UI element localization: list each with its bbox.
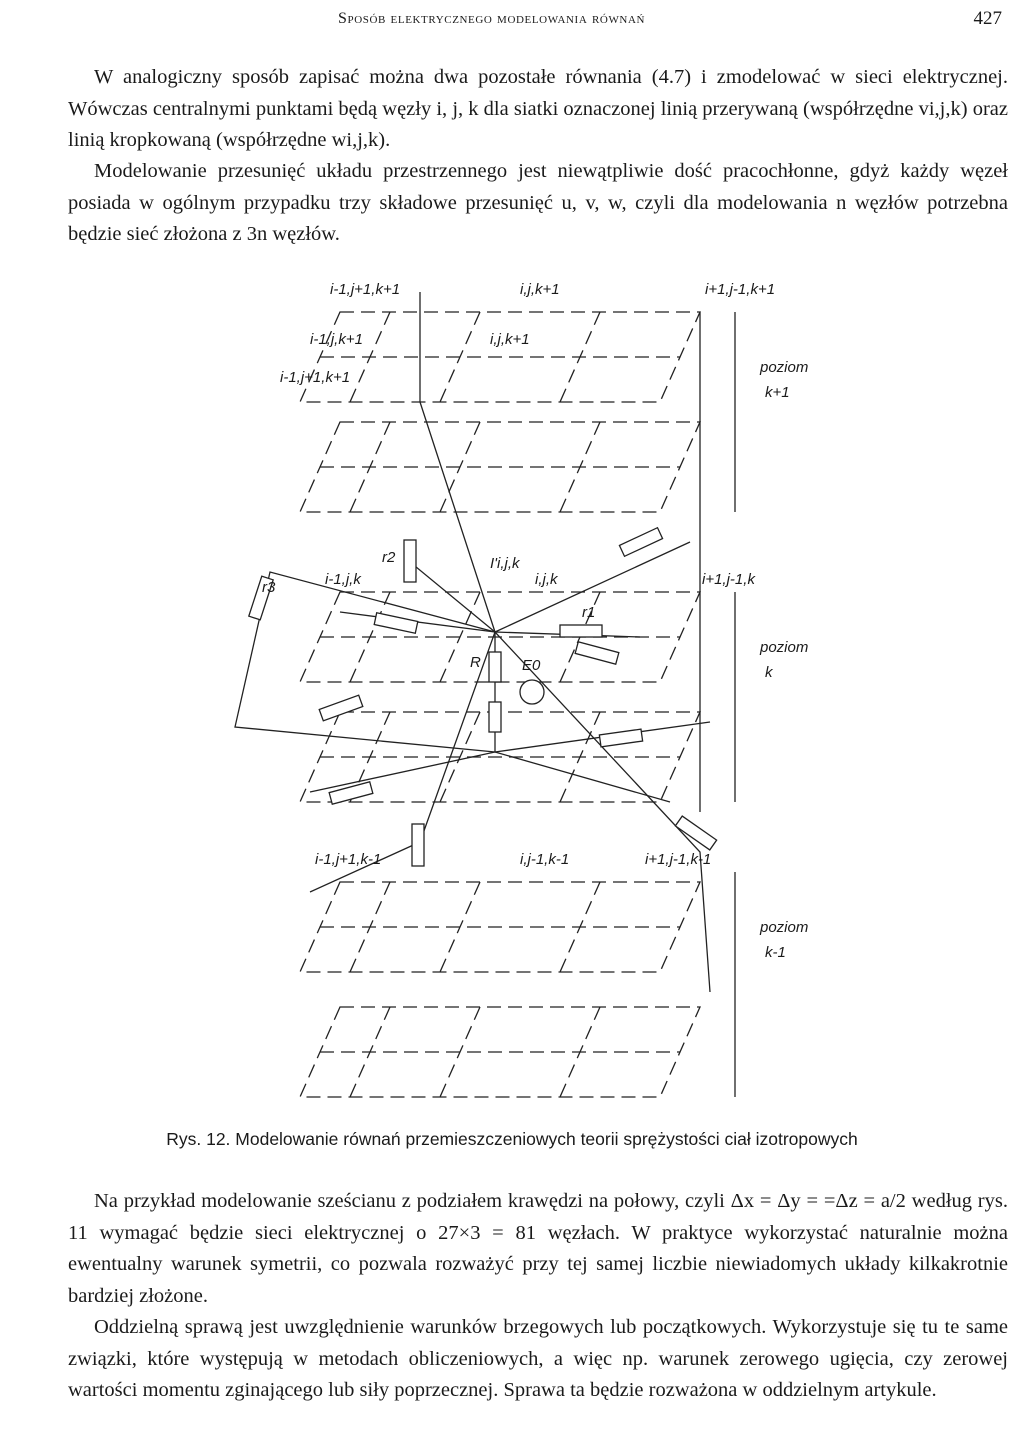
label-bot-right: i+1,j-1,k-1 (645, 851, 712, 868)
level-word-k-minus-1: poziom (760, 919, 809, 936)
circuit-diagram (220, 272, 860, 1122)
label-top-right: i+1,j-1,k+1 (705, 281, 776, 298)
label-r3: r3 (262, 579, 276, 596)
level-word-k-plus-1: poziom (760, 359, 809, 376)
label-bot-left: i-1,j+1,k-1 (315, 851, 382, 868)
page-number: 427 (973, 8, 1002, 29)
label-mid-right: i+1,j-1,k (702, 571, 755, 588)
running-title: Sposób elektrycznego modelowania równań (338, 10, 646, 27)
label-R: R (470, 654, 481, 671)
level-index-k: k (765, 664, 773, 681)
level-index-k-minus-1: k-1 (765, 944, 786, 961)
label-top-b: i,j,k+1 (490, 331, 530, 348)
paragraph-intro: W analogiczny sposób zapisać można dwa pozostałe równania (4.7) i zmodelować w sieci elektrycznej. Wówczas centralnymi punktami będą węzły i, j, k dla siatki oznaczonej linią przerywaną (współrzędne vi,j,k) oraz linią kropkowaną (współrzędne wi,j,k). (68, 66, 1008, 151)
label-E0: E0 (522, 657, 541, 674)
label-bot-mid: i,j-1,k-1 (520, 851, 570, 868)
label-mid-current: I'i,j,k (490, 555, 520, 572)
paragraph-modelling: Modelowanie przesunięć układu przestrzennego jest niewątpliwie dość pracochłonne, gdyż każdy węzeł posiada w ogólnym przypadku trzy składowe przesunięć u, v, w, czyli dla modelowania n węzłów potrzebna będzie sieć złożona z 3n węzłów. (68, 160, 1008, 245)
resistors (249, 528, 717, 866)
page-header (0, 6, 1024, 36)
label-top-a: i-1,j,k+1 (310, 331, 363, 348)
label-mid-center: i,j,k (535, 571, 558, 588)
paragraph-boundary: Oddzielną sprawą jest uwzględnienie warunków brzegowych lub początkowych. Wykorzystuje się tu te same związki, które występują w metodach obliczeniowych, a więc np. warunek zerowego ugięcia, czy zerowej wartości momentu zginającego lub siły poprzecznej. Sprawa ta będzie rozważona w oddzielnym artykule. (68, 1316, 1008, 1401)
label-mid-left: i-1,j,k (325, 571, 361, 588)
label-r2: r2 (382, 549, 396, 566)
label-top-mid: i,j,k+1 (520, 281, 560, 298)
paragraph-example: Na przykład modelowanie sześcianu z podziałem krawędzi na połowy, czyli Δx = Δy = =Δz = a/2 według rys. 11 wymagać będzie sieci elektrycznej o 27×3 = 81 węzłach. W praktyce wykorzystać naturalnie można ewentualny warunek symetrii, co pozwala rozważyć przy tej samej liczbie niewiadomych układy kilkakrotnie bardziej złożone. (68, 1190, 1008, 1307)
label-r1: r1 (582, 604, 596, 621)
level-word-k: poziom (760, 639, 809, 656)
level-index-k-plus-1: k+1 (765, 384, 790, 401)
grid-level-k-minus-1 (300, 882, 700, 1097)
figure-caption: Rys. 12. Modelowanie równań przemieszczeniowych teorii sprężystości ciał izotropowych (166, 1129, 858, 1149)
label-top-left: i-1,j+1,k+1 (330, 281, 401, 298)
circuit-figure (220, 272, 860, 1122)
central-wires (235, 292, 710, 992)
label-top-c: i-1,j+1,k+1 (280, 369, 351, 386)
